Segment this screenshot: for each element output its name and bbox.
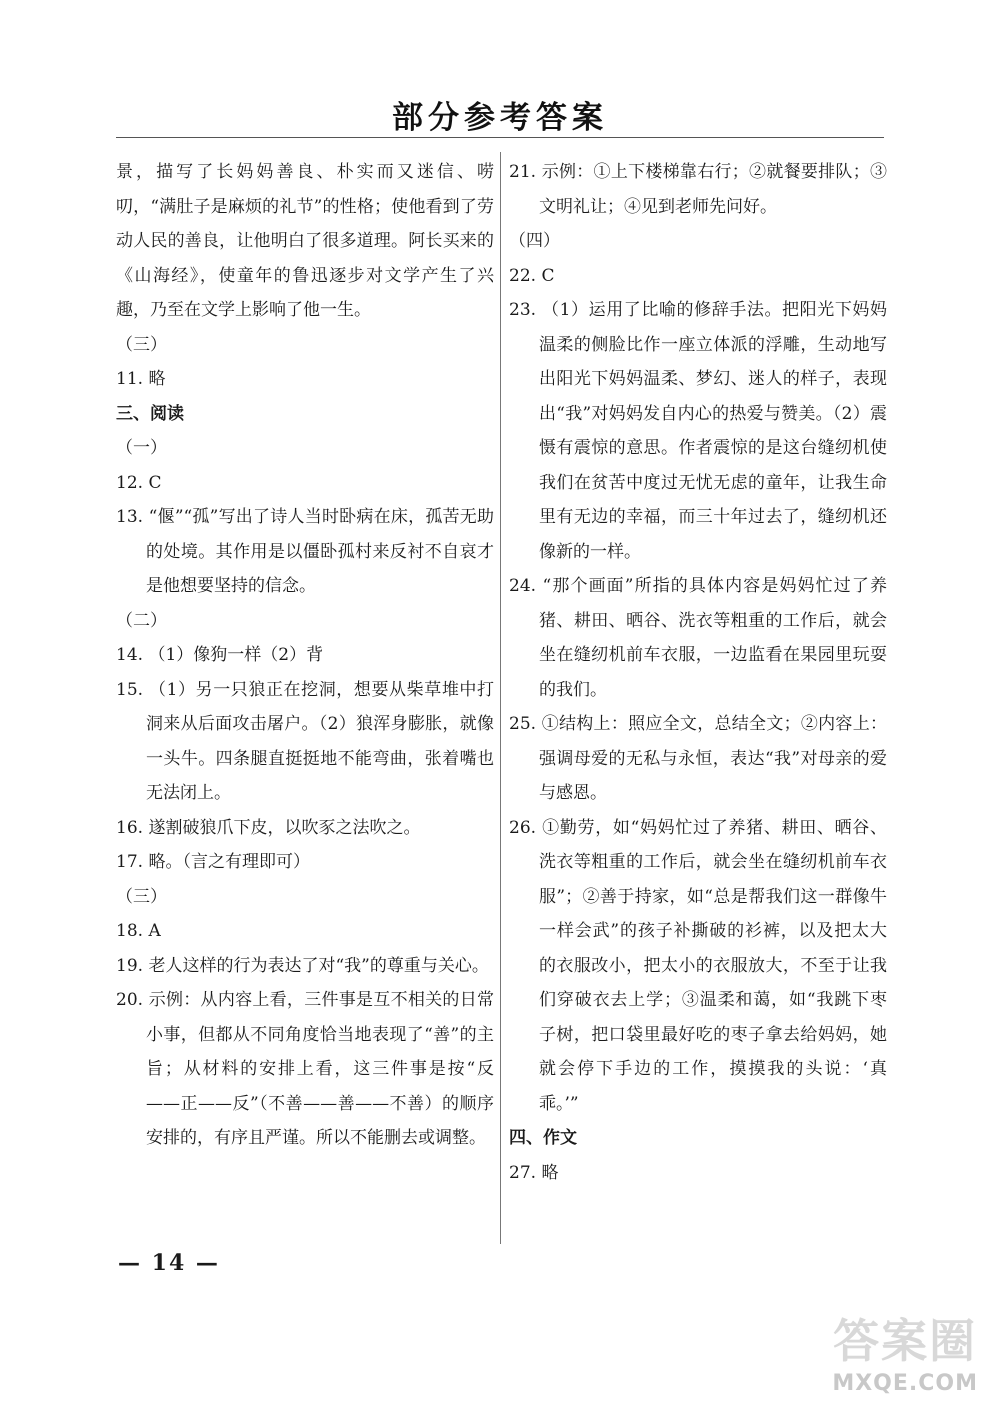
- right-column: [509, 155, 887, 1190]
- answer-item: （二）: [116, 610, 167, 631]
- answer-item: 24. “那个画面”所指的具体内容是妈妈忙过了养猪、耕田、晒谷、洗衣等粗重的工作后，就会坐在缝纫机前车衣服，一边监看在果园里玩耍的我们。: [509, 576, 887, 700]
- answer-item: （三）: [116, 334, 167, 355]
- answer-item: 26. ①勤劳，如“妈妈忙过了养猪、耕田、晒谷、洗衣等粗重的工作后，就会坐在缝纫机前车衣服”；②善于持家，如“总是帮我们这一群像牛一样会武”的孩子补撕破的衫裤，以及把太大的衣服改小，把太小的衣服放大，不至于让我们穿破衣去上学；③温柔和蔼，如“我跳下枣子树，把口袋里最好吃的枣子拿去给妈妈，她就会停下手边的工作，摸摸我的头说：‘真乖。’”: [509, 817, 887, 1114]
- left-column: [116, 155, 494, 1156]
- header-divider: [116, 137, 884, 138]
- page-header: [0, 92, 1000, 137]
- page-title: 部分参考答案: [392, 100, 608, 136]
- answer-item: 22. C: [509, 265, 555, 286]
- answer-item: （四）: [509, 231, 560, 251]
- answer-item: 21. 示例：①上下楼梯靠右行；②就餐要排队；③文明礼让；④见到老师先问好。: [509, 162, 887, 217]
- answer-item: 20. 示例：从内容上看，三件事是互不相关的日常小事，但都从不同角度恰当地表现了“善”的主旨；从材料的安排上看，这三件事是按“反——正——反”（不善——善——不善）的顺序安排的，有序且严谨。所以不能删去或调整。: [116, 990, 494, 1148]
- answer-item: 11. 略: [116, 369, 166, 389]
- answer-item: （一）: [116, 438, 167, 458]
- watermark-logo: [832, 1305, 978, 1396]
- answer-item: 17. 略。（言之有理即可）: [116, 852, 310, 872]
- answer-item: 18. A: [116, 921, 161, 941]
- answer-item: 13. “偃”“孤”写出了诗人当时卧病在床，孤苦无助的处境。其作用是以僵卧孤村来反衬不自哀才是他想要坚持的信念。: [116, 507, 494, 596]
- watermark-url: MXQE.COM: [832, 1371, 978, 1396]
- section-heading: 三、阅读: [116, 403, 184, 424]
- answer-item: 景，描写了长妈妈善良、朴实而又迷信、唠叨，“满肚子是麻烦的礼节”的性格；使他看到了劳动人民的善良，让他明白了很多道理。阿长买来的《山海经》，使童年的鲁迅逐步对文学产生了兴趣，乃至在文学上影响了他一生。: [116, 162, 494, 320]
- column-divider: [500, 152, 501, 1244]
- answer-item: 25. ①结构上：照应全文，总结全文；②内容上：强调母爱的无私与永恒，表达“我”对母亲的爱与感恩。: [509, 714, 887, 803]
- answer-item: 15. （1）另一只狼正在挖洞，想要从柴草堆中打洞来从后面攻击屠户。（2）狼浑身膨胀，就像一头牛。四条腿直挺挺地不能弯曲，张着嘴也无法闭上。: [116, 679, 494, 803]
- answer-item: 12. C: [116, 472, 162, 493]
- answer-item: 14. （1）像狗一样（2）背: [116, 645, 324, 665]
- answer-item: 19. 老人这样的行为表达了对“我”的尊重与关心。: [116, 955, 489, 976]
- answer-item: 16. 遂割破狼爪下皮，以吹豕之法吹之。: [116, 817, 421, 838]
- section-heading: 四、作文: [509, 1128, 577, 1148]
- answer-item: 27. 略: [509, 1162, 559, 1183]
- page-number: — 14 —: [118, 1250, 220, 1276]
- watermark-mark: 答案圈: [833, 1314, 978, 1368]
- answer-item: （三）: [116, 886, 167, 907]
- answer-item: 23. （1）运用了比喻的修辞手法。把阳光下妈妈温柔的侧脸比作一座立体派的浮雕，生动地写出阳光下妈妈温柔、梦幻、迷人的样子，表现出“我”对妈妈发自内心的热爱与赞美。（2）震慑有震惊的意思。作者震惊的是这台缝纫机使我们在贫苦中度过无忧无虑的童年，让我生命里有无边的幸福，而三十年过去了，缝纫机还像新的一样。: [509, 300, 887, 562]
